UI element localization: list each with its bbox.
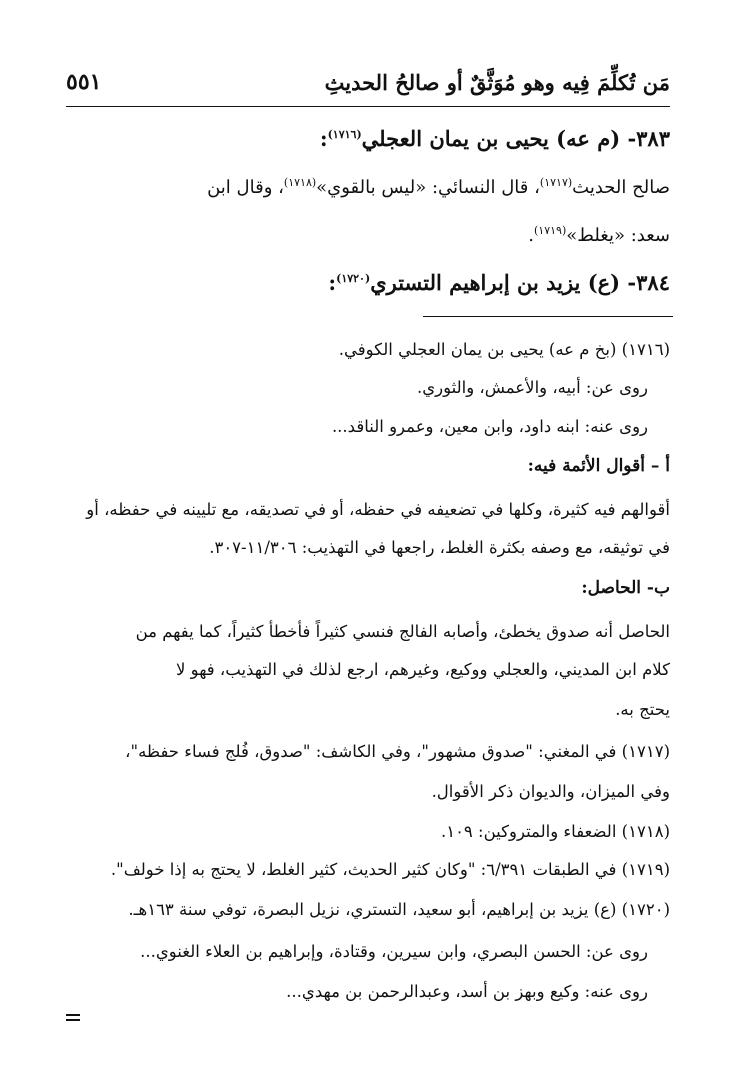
footnote-ref-1716: (١٧١٦) [327, 128, 362, 141]
footnote-1716-narrated-by: روى عنه: ابنه داود، وابن معين، وعمرو الناقد... [331, 417, 648, 436]
footnote-1718: (١٧١٨) الضعفاء والمتروكين: ١٠٩. [440, 822, 670, 841]
footnote-1720-narrated-by: روى عنه: وكيع وبهز بن أسد، وعبدالرحمن بن مهدي... [286, 982, 648, 1001]
section-b-line-2: كلام ابن المديني، والعجلي ووكيع، وغيرهم، ارجع لذلك في التهذيب، فهو لا [176, 660, 670, 679]
continuation-mark-bottom [66, 1019, 80, 1021]
section-a-heading: أ – أقوال الأئمة فيه: [527, 456, 670, 476]
footnote-ref-1718: (١٧١٨) [283, 176, 317, 189]
entry-383-line-1: صالح الحديث$^{(١٧١٧)}$، قال النسائي: «ليس بالقوي»$^{(١٧١٨)}$، وقال ابن [207, 176, 670, 198]
footnote-ref-1717: (١٧١٧) [539, 176, 573, 189]
section-b-heading: ب- الحاصل: [581, 578, 670, 598]
footnote-1719: (١٧١٩) في الطبقات ٦/٣٩١: "وكان كثير الحديث، كثير الغلط، لا يحتج به إذا خولف". [110, 860, 670, 879]
footnote-1717-line-1: (١٧١٧) في المغني: "صدوق مشهور"، وفي الكاشف: "صدوق، فُلج فساء حفظه"، [125, 742, 670, 761]
footnote-1720-narrated-from: روى عن: الحسن البصري، وابن سيرين، وقتادة، وإبراهيم بن العلاء الغنوي... [140, 942, 648, 961]
footnote-1720: (١٧٢٠) (ع) يزيد بن إبراهيم، أبو سعيد، التستري، نزيل البصرة، توفي سنة ١٦٣هـ. [128, 900, 670, 919]
page-number: ٥٥١ [66, 69, 102, 95]
section-b-line-3: يحتج به. [615, 700, 670, 719]
section-b-line-1: الحاصل أنه صدوق يخطئ، وأصابه الفالج فنسي كثيراً فأخطأ كثيراً، كما يفهم من [135, 622, 670, 641]
running-header [66, 58, 670, 107]
entry-383-heading: ٣٨٣- (م عه) يحيى بن يمان العجلي$^{(١٧١٦)}$: [319, 126, 670, 151]
footnote-1716-narrated-from: روى عن: أبيه، والأعمش، والثوري. [416, 378, 648, 397]
footnote-separator [423, 316, 673, 317]
chapter-title: مَن تُكلِّمَ فِيه وهو مُوَثَّقٌ أو صالحُ الحديثِ [324, 69, 670, 95]
section-a-line-1: أقوالهم فيه كثيرة، وكلها في تضعيفه في حفظه، أو في تصديقه، مع تليينه في حفظه، أو [86, 500, 670, 519]
section-a-line-2: في توثيقه، مع وصفه بكثرة الغلط، راجعها في التهذيب: ١١/٣٠٦-٣٠٧. [209, 538, 670, 557]
footnote-1716: (١٧١٦) (بخ م عه) يحيى بن يمان العجلي الكوفي. [338, 340, 670, 359]
continuation-mark-top [66, 1014, 80, 1016]
entry-383-line-2: سعد: «يغلط»$^{(١٧١٩)}$. [528, 224, 670, 246]
entry-384-heading: ٣٨٤- (ع) يزيد بن إبراهيم التستري$^{(١٧٢٠)}$: [328, 270, 670, 295]
footnote-1717-line-2: وفي الميزان، والديوان ذكر الأقوال. [431, 782, 670, 801]
footnote-ref-1720: (١٧٢٠) [336, 272, 371, 285]
footnote-ref-1719: (١٧١٩) [534, 224, 567, 237]
